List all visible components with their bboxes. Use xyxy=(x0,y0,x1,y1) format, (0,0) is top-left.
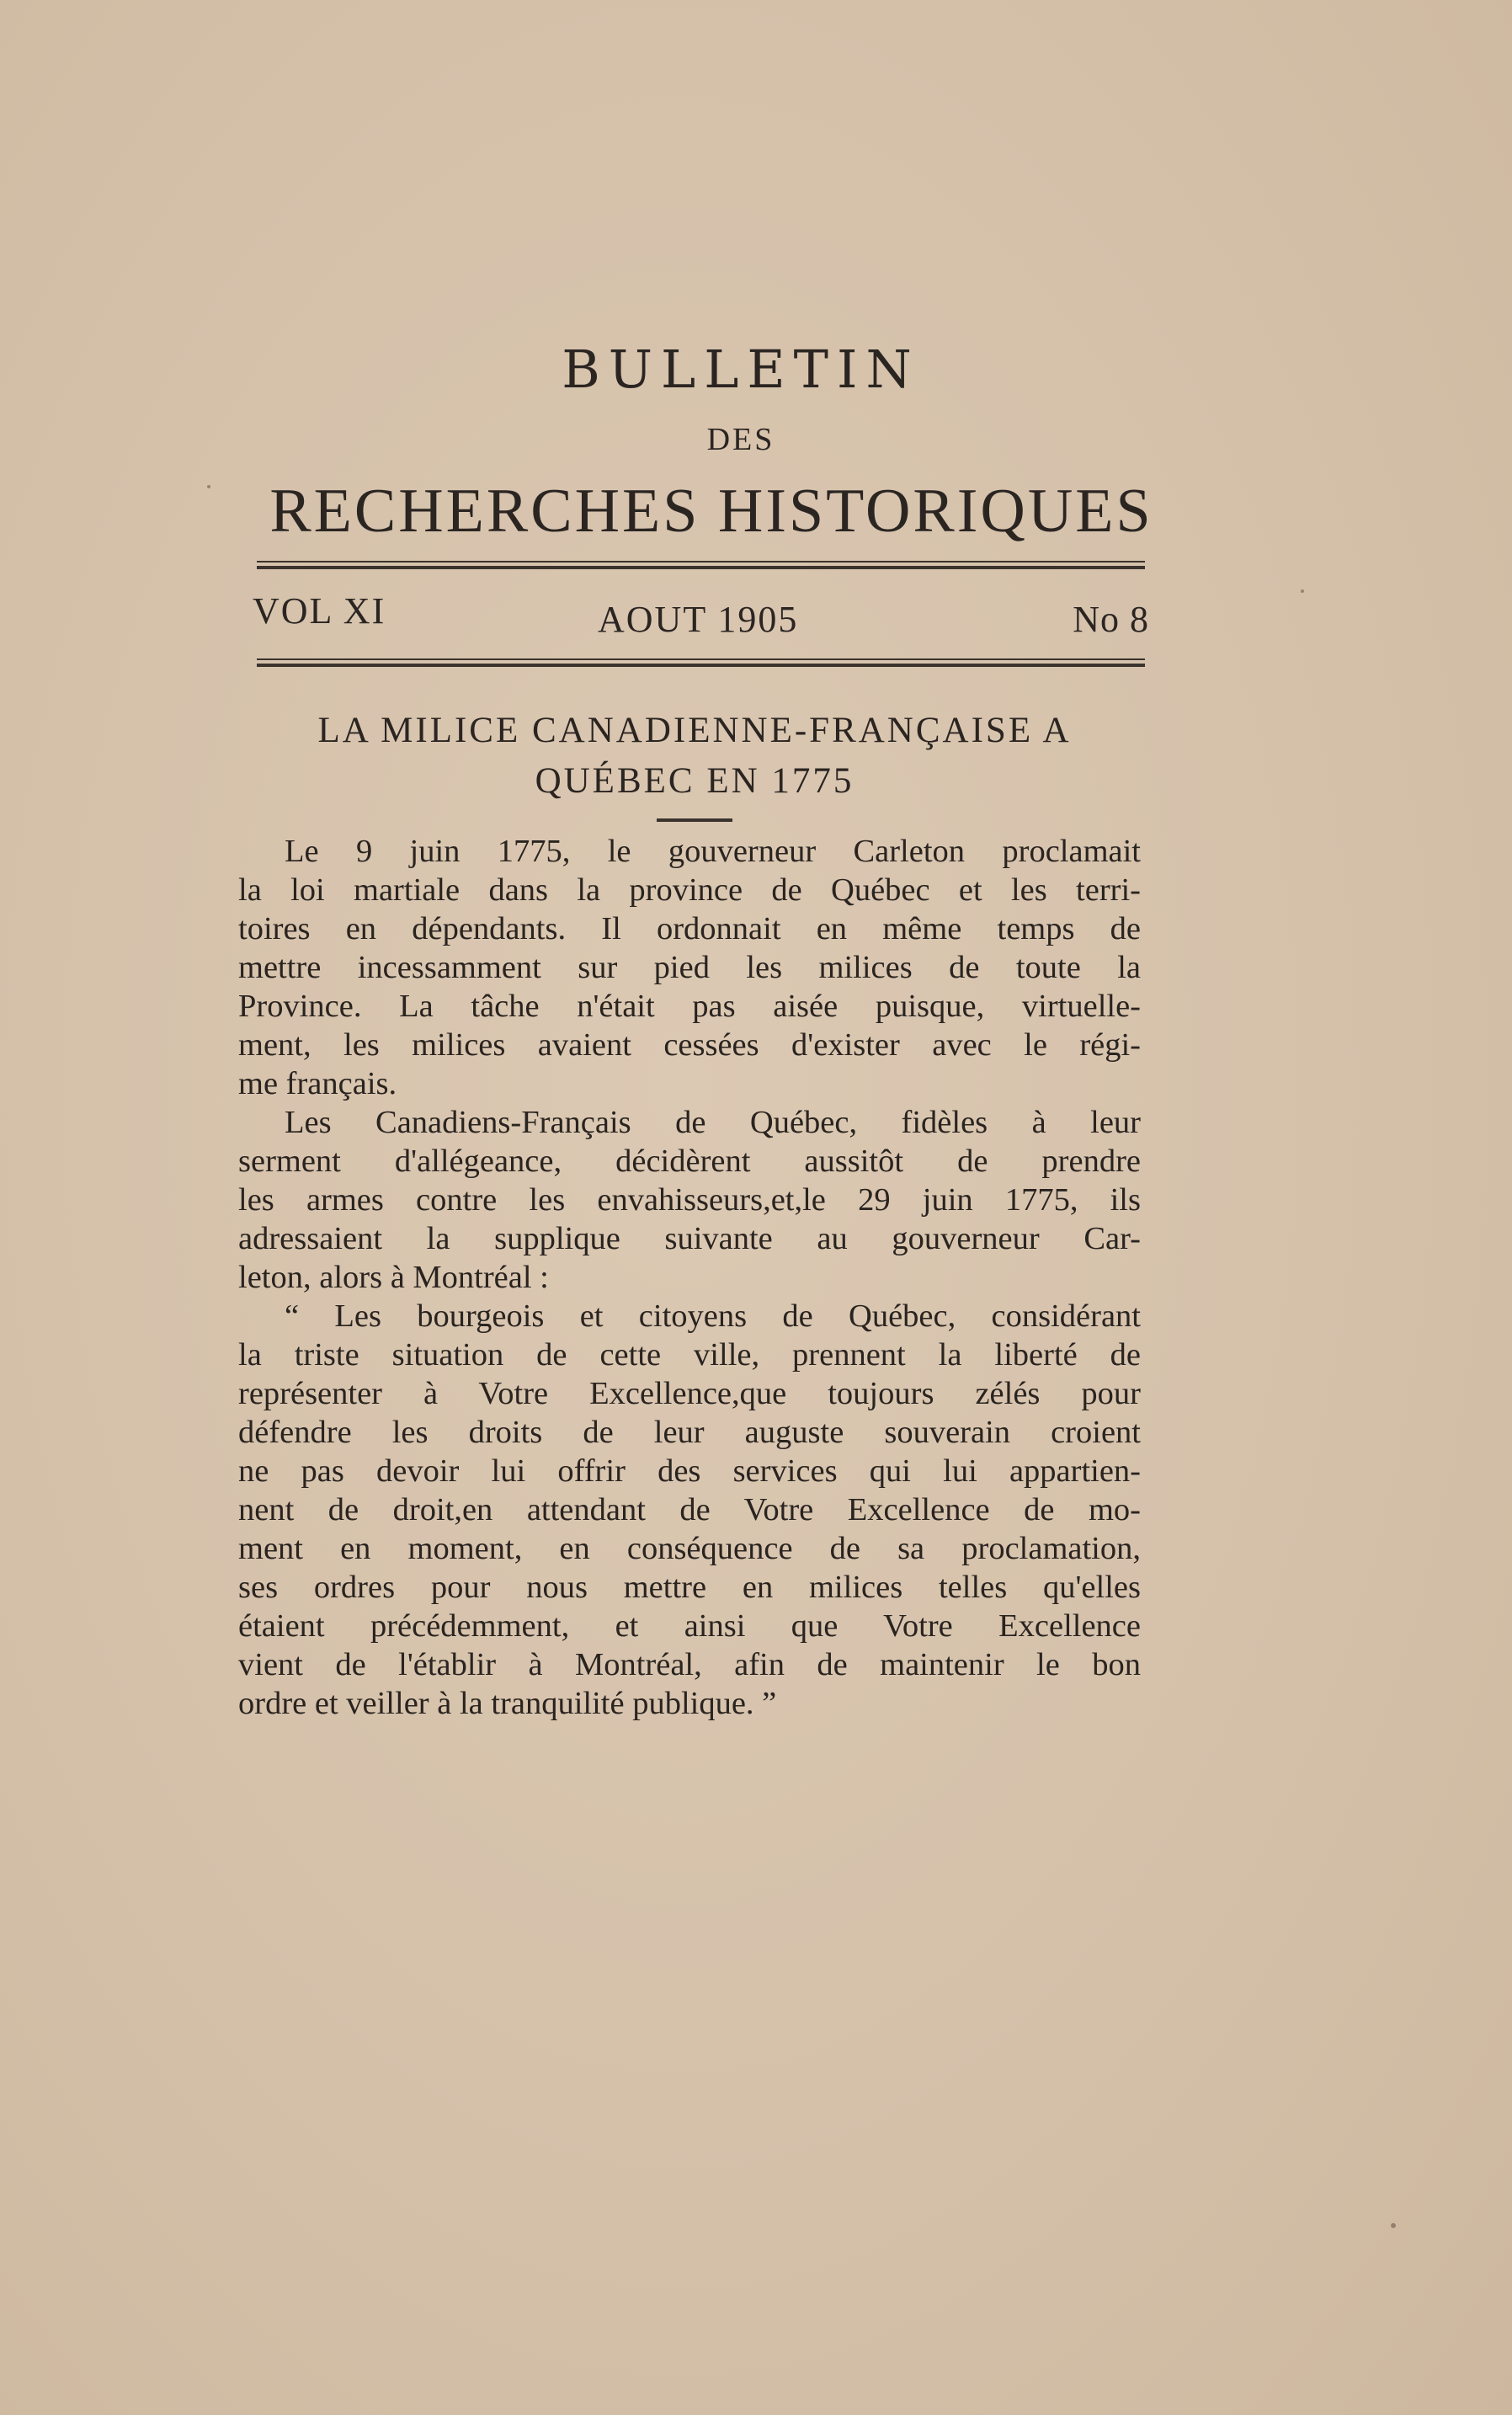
text-line: ment, les milices avaient cessées d'exister avec le régi- xyxy=(238,1027,1141,1063)
paper-speck xyxy=(1391,2223,1396,2228)
text-line: “ Les bourgeois et citoyens de Québec, considérant xyxy=(285,1298,1141,1334)
text-line: toires en dépendants. Il ordonnait en même temps de xyxy=(238,911,1141,946)
paper-speck xyxy=(207,485,210,488)
bulletin-title: BULLETIN xyxy=(562,339,920,400)
text-line: Le 9 juin 1775, le gouverneur Carleton proclamait xyxy=(285,834,1141,869)
article-title xyxy=(248,706,1141,807)
header-rule-top xyxy=(257,561,1145,569)
text-line: ordre et veiller à la tranquilité publique. ” xyxy=(238,1686,777,1721)
article-title-line-1: LA MILICE CANADIENNE-FRANÇAISE A xyxy=(317,711,1072,750)
text-line: représenter à Votre Excellence,que toujours zélés pour xyxy=(238,1376,1141,1411)
text-line: ment en moment, en conséquence de sa proclamation, xyxy=(238,1531,1141,1566)
text-line: Province. La tâche n'était pas aisée puisque, virtuelle- xyxy=(238,989,1141,1024)
text-line: les armes contre les envahisseurs,et,le 29 juin 1775, ils xyxy=(238,1182,1141,1218)
issue-number: No 8 xyxy=(1073,599,1149,640)
text-line: vient de l'établir à Montréal, afin de maintenir le bon xyxy=(238,1647,1141,1682)
text-line: serment d'allégeance, décidèrent aussitôt de prendre xyxy=(238,1144,1141,1179)
article-body xyxy=(238,832,1141,1723)
text-line: Les Canadiens-Français de Québec, fidèles à leur xyxy=(285,1105,1141,1140)
text-line: la loi martiale dans la province de Québec et les terri- xyxy=(238,872,1141,908)
paper-speck xyxy=(1301,589,1304,593)
header-rule-bottom xyxy=(257,658,1145,667)
text-line: ses ordres pour nous mettre en milices telles qu'elles xyxy=(238,1570,1141,1605)
text-line: ne pas devoir lui offrir des services qui lui appartien- xyxy=(238,1453,1141,1489)
bulletin-subtitle: RECHERCHES HISTORIQUES xyxy=(269,477,1153,546)
text-line: la triste situation de cette ville, prennent la liberté de xyxy=(238,1337,1141,1373)
issue-volume: VOL XI xyxy=(253,590,386,632)
issue-date: AOUT 1905 xyxy=(598,599,799,640)
text-line: adressaient la supplique suivante au gouverneur Car- xyxy=(238,1221,1141,1256)
text-line: leton, alors à Montréal : xyxy=(238,1260,549,1295)
title-divider xyxy=(657,818,732,822)
issue-info-row xyxy=(253,589,1149,640)
text-line: nent de droit,en attendant de Votre Excellence de mo- xyxy=(238,1492,1141,1527)
text-line: mettre incessamment sur pied les milices de toute la xyxy=(238,950,1141,985)
text-line: me français. xyxy=(238,1066,397,1101)
bulletin-des: DES xyxy=(706,422,775,457)
text-line: étaient précédemment, et ainsi que Votre Excellence xyxy=(238,1608,1141,1644)
text-line: défendre les droits de leur auguste souverain croient xyxy=(238,1415,1141,1450)
article-title-line-2: QUÉBEC EN 1775 xyxy=(535,761,854,801)
